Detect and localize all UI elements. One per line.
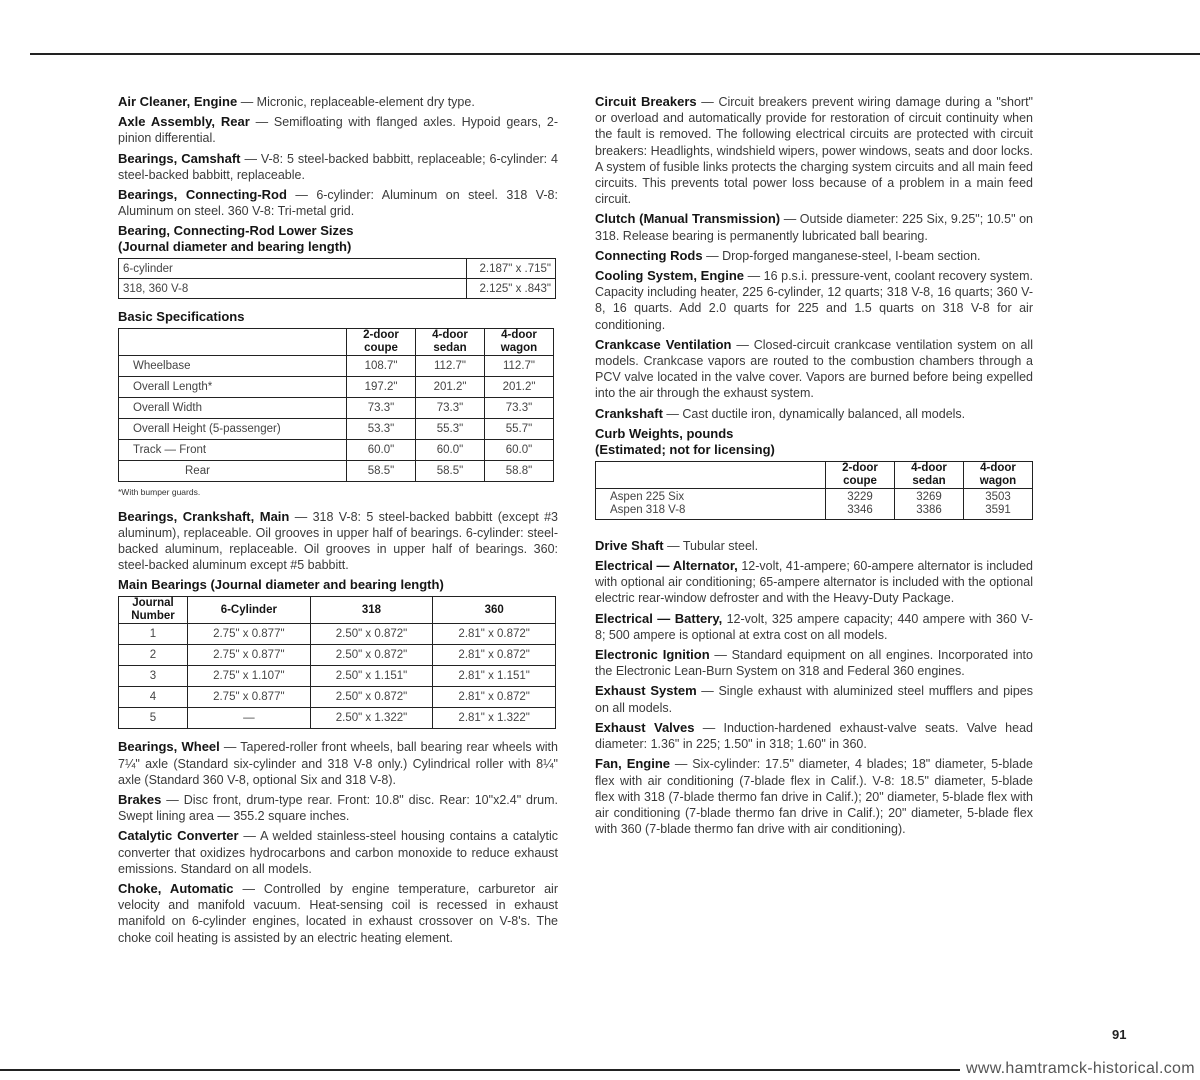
spec-entry — [595, 94, 1033, 207]
table-cell: 60.0" — [416, 440, 485, 461]
spec-term: Bearings, Crankshaft, Main — [118, 508, 290, 524]
page-number: 91 — [1112, 1027, 1127, 1042]
spec-text: — Circuit breakers prevent wiring damage during a "short" or overload and automatically provide for restoration of circuit continuity when the fault is removed. The following electrical circuits are protected with circuit breakers: Headlights, windshield wipers, power windows, seats and door locks. A system of fusible links protects the charging system circuits and all main feed circuits. This prevents total power loss because of a problem in a main feed circuit. — [595, 95, 1033, 207]
spec-text: — A welded stainless-steel housing contains a catalytic converter that oxidizes hydrocarbons and carbon monoxide to reduce exhaust emissions. Standard on all models. — [118, 829, 558, 876]
spec-term: Brakes — [118, 792, 162, 808]
table-cell: 73.3" — [416, 398, 485, 419]
spec-entry — [595, 211, 1033, 243]
right-column — [595, 94, 1033, 841]
spec-text: — Single exhaust with aluminized steel mufflers and pipes on all models. — [595, 684, 1033, 715]
table-header-cell — [485, 329, 554, 356]
table-cell: 2.81" x 0.872" — [433, 645, 556, 666]
table-cell: 2.75" x 0.877" — [188, 624, 311, 645]
cell-value: 3386 — [916, 503, 942, 516]
table-cell: 2.50" x 1.322" — [310, 708, 433, 729]
spec-term: Axle Assembly, Rear — [118, 114, 250, 130]
table-cell — [964, 488, 1033, 519]
spec-term: Drive Shaft — [595, 537, 664, 553]
spec-entry — [118, 509, 558, 574]
spec-term: Circuit Breakers — [595, 94, 697, 109]
spec-text: — Cast ductile iron, dynamically balanced, all models. — [666, 406, 966, 421]
row-labels — [596, 488, 826, 519]
table-header-cell — [964, 461, 1033, 488]
row-label: Overall Width — [119, 398, 347, 419]
table-cell — [895, 488, 964, 519]
table-row — [119, 440, 554, 461]
table-header-row — [119, 597, 556, 624]
spec-entry — [595, 558, 1033, 607]
header-text: Number — [131, 610, 175, 623]
table-cell: 2.81" x 0.872" — [433, 624, 556, 645]
table-cell: 2.125" x .843" — [467, 279, 556, 299]
table-cell: 4 — [119, 687, 188, 708]
spec-text: — Disc front, drum-type rear. Front: 10.8" disc. Rear: 10"x2.4" drum. Swept lining area — 355.2 square inches. — [118, 793, 558, 824]
table-cell: 2.81" x 0.872" — [433, 687, 556, 708]
table-cell: 318, 360 V-8 — [119, 279, 467, 299]
table-cell: 2.50" x 0.872" — [310, 645, 433, 666]
spec-term: Connecting Rods — [595, 247, 703, 263]
spec-text: — V-8: 5 steel-backed babbitt, replaceable; 6-cylinder: 4 steel-backed babbitt, replaceable. — [118, 151, 559, 182]
spec-text: — Micronic, replaceable-element dry type. — [240, 95, 475, 109]
table-header-cell — [119, 329, 347, 356]
table-row — [119, 279, 556, 299]
spec-entry — [595, 406, 1033, 422]
table-header-cell — [347, 329, 416, 356]
spec-term: Exhaust System — [595, 683, 697, 699]
table-cell: 60.0" — [485, 440, 554, 461]
spec-term: Bearings, Camshaft — [118, 150, 241, 166]
row-label: Overall Height (5-passenger) — [119, 419, 347, 440]
table-row — [119, 461, 554, 482]
footnote: *With bumper guards. — [118, 487, 201, 498]
table-cell: 2.50" x 1.151" — [310, 666, 433, 687]
spec-text: — Outside diameter: 225 Six, 9.25"; 10.5" on 318. Release bearing is permanently lubricated ball bearing. — [595, 212, 1033, 243]
header-text: coupe — [364, 342, 398, 355]
rod-lower-table — [118, 258, 556, 299]
table-header-cell: 360 — [433, 597, 556, 624]
spec-entry — [118, 828, 558, 877]
row-label: Wheelbase — [119, 356, 347, 377]
section-title — [118, 223, 558, 255]
table-row — [596, 488, 1033, 519]
row-label: Rear — [119, 461, 347, 482]
curb-weights-title: Curb Weights, pounds — [595, 425, 734, 441]
table-cell: 58.8" — [485, 461, 554, 482]
table-cell: 2.81" x 1.322" — [433, 708, 556, 729]
section-title: Basic Specifications — [118, 309, 245, 325]
table-cell: 201.2" — [485, 377, 554, 398]
row-label: Overall Length* — [119, 377, 347, 398]
spec-entry — [595, 611, 1033, 643]
spec-term: Crankshaft — [595, 405, 663, 421]
table-row — [119, 645, 556, 666]
cell-value: 3591 — [985, 503, 1011, 516]
spec-term: Catalytic Converter — [118, 828, 239, 844]
spec-text: — Tapered-roller front wheels, ball bearing rear wheels with 7¼" axle (Standard six-cylinder and 318 V-8 only.) Cylindrical roller with 8¼" axle (Standard 360 V-8, optional Six and 318 V-8). — [118, 740, 558, 787]
table-row — [119, 398, 554, 419]
table-cell: 2.50" x 0.872" — [310, 687, 433, 708]
table-row — [119, 666, 556, 687]
spec-entry — [595, 268, 1033, 333]
table-row — [119, 687, 556, 708]
curb-weights-subtitle: (Estimated; not for licensing) — [595, 441, 775, 457]
row-label: Aspen 225 Six — [610, 490, 685, 503]
row-label: Aspen 318 V-8 — [610, 503, 686, 516]
spec-entry — [595, 683, 1033, 715]
cell-value: 3346 — [847, 503, 873, 516]
table-row — [119, 259, 556, 279]
spec-term: Electrical — Alternator, — [595, 558, 738, 574]
section-title — [595, 426, 1033, 458]
spec-entry — [118, 114, 558, 146]
curb-weights-table — [595, 461, 1033, 520]
spec-entry — [118, 881, 558, 946]
source-watermark: www.hamtramck-historical.com — [966, 1060, 1195, 1077]
spec-term: Electrical — Battery, — [595, 610, 723, 626]
table-cell: 2.50" x 0.872" — [310, 624, 433, 645]
spec-entry — [118, 739, 558, 788]
spec-entry — [595, 647, 1033, 679]
cell-value: 3503 — [985, 490, 1011, 503]
spec-text: — Standard equipment on all engines. Incorporated into the Electronic Lean-Burn System on 318 and Federal 360 engines. — [595, 648, 1033, 679]
spec-text: — Tubular steel. — [667, 538, 759, 553]
table-cell: 108.7" — [347, 356, 416, 377]
table-cell: 53.3" — [347, 419, 416, 440]
spec-text: — 318 V-8: 5 steel-backed babbitt (except #3 aluminum), replaceable. Oil grooves in upper half of bearings. 6-cylinder: steel-backed aluminum, replaceable. Oil grooves in upper half of bearings. 360: steel-backed aluminum except #5 babbitt. — [118, 509, 558, 573]
cell-value: 3269 — [916, 490, 942, 503]
spec-text: 12-volt, 325 ampere capacity; 440 ampere with 360 V-8; 500 ampere is optional at extra cost on all models. — [595, 611, 1033, 642]
spec-term: Choke, Automatic — [118, 881, 234, 897]
table-cell: 3 — [119, 666, 188, 687]
table-cell: 197.2" — [347, 377, 416, 398]
spec-term: Bearings, Wheel — [118, 739, 220, 755]
table-header-cell — [416, 329, 485, 356]
table-cell: 73.3" — [347, 398, 416, 419]
table-cell: 2.75" x 0.877" — [188, 687, 311, 708]
bottom-rule — [0, 1069, 960, 1071]
spec-term: Air Cleaner, Engine — [118, 94, 238, 109]
table-header-row — [596, 461, 1033, 488]
table-cell: — — [188, 708, 311, 729]
spec-entry — [595, 337, 1033, 402]
spec-term: Crankcase Ventilation — [595, 336, 732, 352]
spec-term: Bearings, Connecting-Rod — [118, 187, 287, 203]
top-rule — [30, 53, 1200, 55]
spec-text: — 16 p.s.i. pressure-vent, coolant recovery system. Capacity including heater, 225 6-cylinder, 12 quarts; 318 V-8, 16 quarts; 360 V-8, 16 quarts. Add 2.0 quarts for 225 and 1.5 quarts on 318 V-8 for air conditioning. — [595, 269, 1033, 332]
basic-spec-table — [118, 328, 554, 482]
spec-text: — Induction-hardened exhaust-valve seats. Valve head diameter: 1.36" in 225; 1.50" in 318; 1.60" in 360. — [595, 720, 1033, 752]
spec-term: Electronic Ignition — [595, 647, 710, 663]
spec-term: Fan, Engine — [595, 756, 671, 772]
spec-term: Exhaust Valves — [595, 719, 695, 735]
table-header-row — [119, 329, 554, 356]
spec-entry — [118, 94, 558, 110]
table-cell: 1 — [119, 624, 188, 645]
spec-text: — Drop-forged manganese-steel, I-beam section. — [706, 248, 981, 263]
spec-entry — [118, 151, 558, 183]
table-cell — [826, 488, 895, 519]
spec-entry — [118, 792, 558, 824]
table-cell: 2 — [119, 645, 188, 666]
table-cell: 55.3" — [416, 419, 485, 440]
spec-entry — [595, 756, 1033, 837]
left-column — [118, 94, 558, 950]
row-label: Track — Front — [119, 440, 347, 461]
table-cell: 73.3" — [485, 398, 554, 419]
table-cell: 58.5" — [416, 461, 485, 482]
table-cell: 2.75" x 0.877" — [188, 645, 311, 666]
spec-term: Clutch (Manual Transmission) — [595, 211, 781, 227]
header-text: 4-door — [911, 461, 947, 474]
rod-lower-subtitle: (Journal diameter and bearing length) — [118, 239, 352, 255]
main-bearings-table — [118, 596, 556, 729]
table-cell: 2.81" x 1.151" — [433, 666, 556, 687]
header-text: wagon — [500, 342, 538, 355]
table-row — [119, 624, 556, 645]
rod-lower-title: Bearing, Connecting-Rod Lower Sizes — [118, 223, 354, 239]
table-cell: 2.187" x .715" — [467, 259, 556, 279]
table-header-cell: 6-Cylinder — [188, 597, 311, 624]
table-header-cell — [895, 461, 964, 488]
header-text: 2-door — [842, 461, 878, 474]
table-header-cell: 318 — [310, 597, 433, 624]
header-text: sedan — [912, 474, 946, 487]
table-row — [119, 356, 554, 377]
table-header-cell — [826, 461, 895, 488]
header-text: 2-door — [363, 329, 399, 342]
spec-entry — [595, 248, 1033, 264]
header-text: coupe — [843, 474, 877, 487]
table-row — [119, 708, 556, 729]
table-row — [119, 377, 554, 398]
table-row — [119, 419, 554, 440]
spec-text: — Semifloating with flanged axles. Hypoid gears, 2-pinion differential. — [118, 115, 558, 146]
spec-entry — [118, 187, 558, 219]
spec-text: — 6-cylinder: Aluminum on steel. 318 V-8: Aluminum on steel. 360 V-8: Tri-metal grid. — [118, 188, 558, 219]
table-cell: 112.7" — [416, 356, 485, 377]
section-title: Main Bearings (Journal diameter and bearing length) — [118, 577, 444, 593]
table-cell: 6-cylinder — [119, 259, 467, 279]
table-cell: 5 — [119, 708, 188, 729]
spec-entry — [595, 720, 1033, 752]
cell-value: 3229 — [847, 490, 873, 503]
table-cell: 201.2" — [416, 377, 485, 398]
header-text: 4-door — [501, 329, 537, 342]
spec-text: 12-volt, 41-ampere; 60-ampere alternator is included with optional air conditioning; 65-ampere alternator is included with the optional electric rear-window defroster and with the Heavy-Duty Package. — [595, 559, 1033, 606]
header-text: 4-door — [980, 461, 1016, 474]
table-cell: 58.5" — [347, 461, 416, 482]
spec-term: Cooling System, Engine — [595, 268, 744, 284]
spec-text: — Closed-circuit crankcase ventilation system on all models. Crankcase vapors are routed to the combustion chambers through a PCV valve located in the valve cover. Vapors are burned before being expelled into the air through the exhaust system. — [595, 337, 1033, 401]
spec-entry — [595, 538, 1033, 554]
spec-text: — Controlled by engine temperature, carburetor air velocity and manifold vacuum. Heat-sensing coil is recessed in exhaust manifold on 6-cylinder engines, located in exhaust crossover on V-8's. The choke coil heating is assisted by an electric heating element. — [118, 882, 558, 945]
table-cell: 55.7" — [485, 419, 554, 440]
table-cell: 60.0" — [347, 440, 416, 461]
table-cell: 112.7" — [485, 356, 554, 377]
header-text: 4-door — [432, 329, 468, 342]
header-text: wagon — [979, 474, 1017, 487]
spec-text: — Six-cylinder: 17.5" diameter, 4 blades; 18" diameter, 5-blade flex with air conditioning (7-blade flex in Calif.). V-8: 18.5" diameter, 5-blade flex with 318 (7-blade thermo fan drive in Calif.); 20" diameter, 5-blade flex with air conditioning (7-blade thermo fan drive in Calif.); 20" diameter, 5-blade flex with 360 (7-blade thermo fan drive with air conditioning). — [595, 757, 1033, 837]
header-text: Journal — [132, 597, 174, 610]
table-header-cell — [596, 461, 826, 488]
header-text: sedan — [433, 342, 467, 355]
table-cell: 2.75" x 1.107" — [188, 666, 311, 687]
table-header-cell — [119, 597, 188, 624]
